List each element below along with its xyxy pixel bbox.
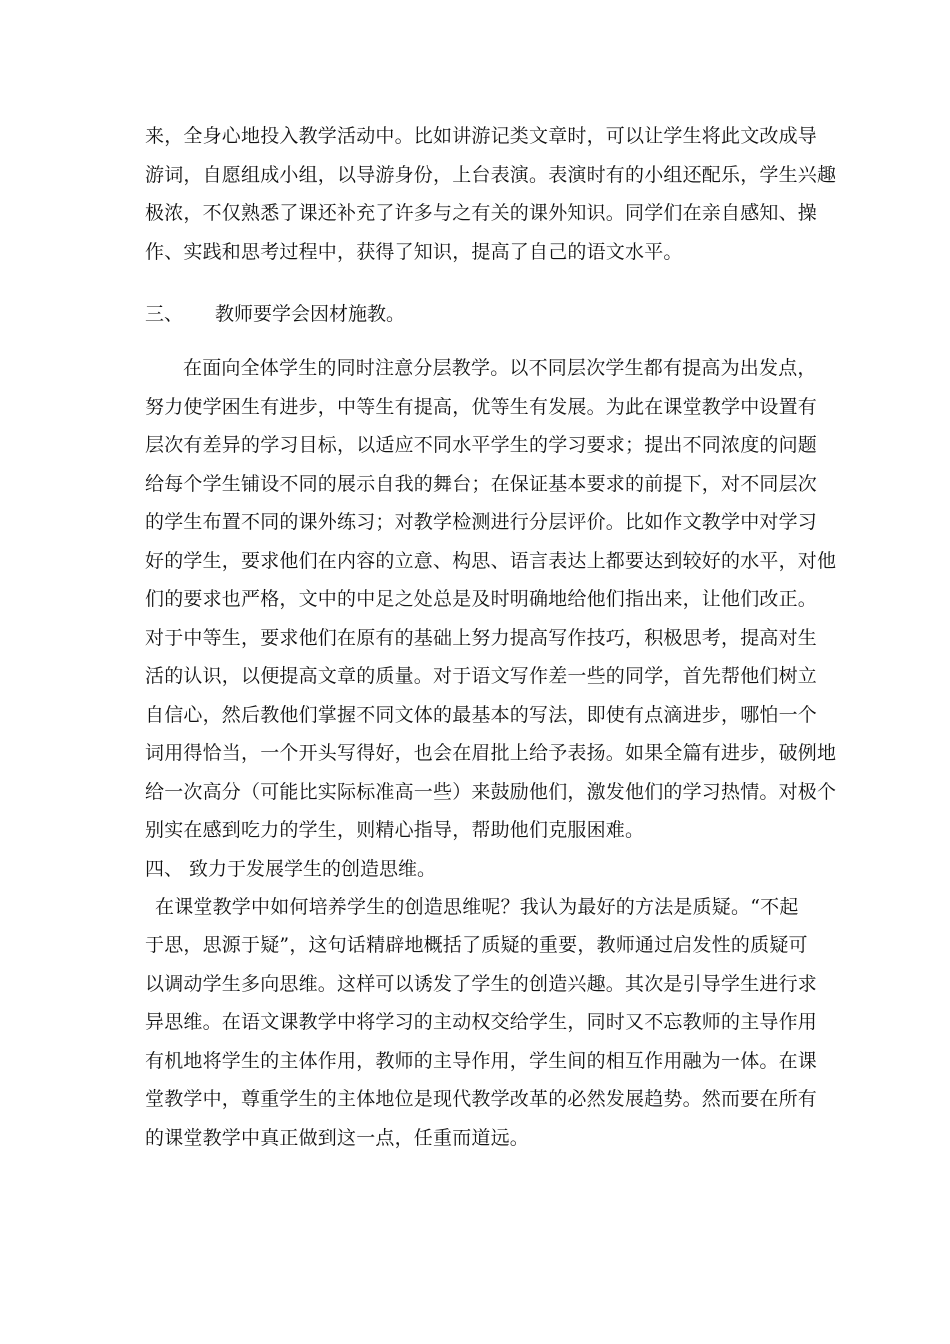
paragraph-line: 以调动学生多向思维。这样可以诱发了学生的创造兴趣。其次是引导学生进行求 <box>145 972 818 995</box>
paragraph-1 <box>145 117 837 271</box>
paragraph-line: 们的要求也严格，文中的中足之处总是及时明确地给他们指出来，让他们改正。 <box>145 588 818 610</box>
paragraph-3 <box>145 888 818 1158</box>
paragraph-line: 游词，自愿组成小组，以导游身份，上台表演。表演时有的小组还配乐，学生兴趣 <box>145 163 837 186</box>
paragraph-line: 别实在感到吃力的学生，则精心指导，帮助他们克服困难。 <box>145 819 645 841</box>
paragraph-line: 词用得恰当，一个开头写得好，也会在眉批上给予表扬。如果全篇有进步，破例地 <box>145 742 837 764</box>
paragraph-line: 于思，思源于疑”，这句话精辟地概括了质疑的重要，教师通过启发性的质疑可 <box>145 934 808 956</box>
document-body <box>145 117 837 1157</box>
paragraph-line: 好的学生，要求他们在内容的立意、构思、语言表达上都要达到较好的水平，对他 <box>145 549 837 572</box>
paragraph-line: 在课堂教学中如何培养学生的创造思维呢？我认为最好的方法是质疑。“不起 <box>155 895 799 918</box>
paragraph-line: 努力使学困生有进步，中等生有提高，优等生有发展。为此在课堂教学中设置有 <box>145 395 818 418</box>
paragraph-line: 有机地将学生的主体作用，教师的主导作用，学生间的相互作用融为一体。在课 <box>145 1049 818 1072</box>
section-title: 教师要学会因材施教。 <box>215 303 406 325</box>
paragraph-line: 堂教学中，尊重学生的主体地位是现代教学改革的必然发展趋势。然而要在所有 <box>145 1088 818 1110</box>
paragraph-line: 层次有差异的学习目标，以适应不同水平学生的学习要求；提出不同浓度的问题 <box>145 434 818 456</box>
paragraph-line: 给一次高分（可能比实际标准高一些）来鼓励他们，激发他们的学习热情。对极个 <box>145 780 837 803</box>
section-heading-3 <box>145 295 815 333</box>
paragraph-line: 作、实践和思考过程中，获得了知识，提高了自己的语文水平。 <box>145 240 683 263</box>
paragraph-line: 自信心，然后教他们掌握不同文体的最基本的写法，即使有点滴进步，哪怕一个 <box>145 703 818 726</box>
paragraph-line: 在面向全体学生的同时注意分层教学。以不同层次学生都有提高为出发点， <box>183 357 817 379</box>
paragraph-line: 极浓，不仅熟悉了课还补充了许多与之有关的课外知识。同学们在亲自感知、操 <box>145 202 818 224</box>
paragraph-line: 的学生布置不同的课外练习；对教学检测进行分层评价。比如作文教学中对学习 <box>145 511 818 533</box>
paragraph-line: 活的认识，以便提高文章的质量。对于语文写作差一些的同学，首先帮他们树立 <box>145 665 818 687</box>
paragraph-2 <box>145 349 837 850</box>
section-number: 三、 <box>145 303 184 325</box>
section-heading-4: 四、 致力于发展学生的创造思维。 <box>145 857 437 880</box>
paragraph-line: 给每个学生铺设不同的展示自我的舞台；在保证基本要求的前提下，对不同层次 <box>145 472 818 495</box>
paragraph-line: 来，全身心地投入教学活动中。比如讲游记类文章时，可以让学生将此文改成导 <box>145 125 818 147</box>
paragraph-line: 异思维。在语文课教学中将学习的主动权交给学生，同时又不忘教师的主导作用 <box>145 1011 818 1033</box>
paragraph-line: 的课堂教学中真正做到这一点，任重而道远。 <box>145 1126 530 1149</box>
paragraph-line: 对于中等生，要求他们在原有的基础上努力提高写作技巧，积极思考，提高对生 <box>145 626 818 649</box>
